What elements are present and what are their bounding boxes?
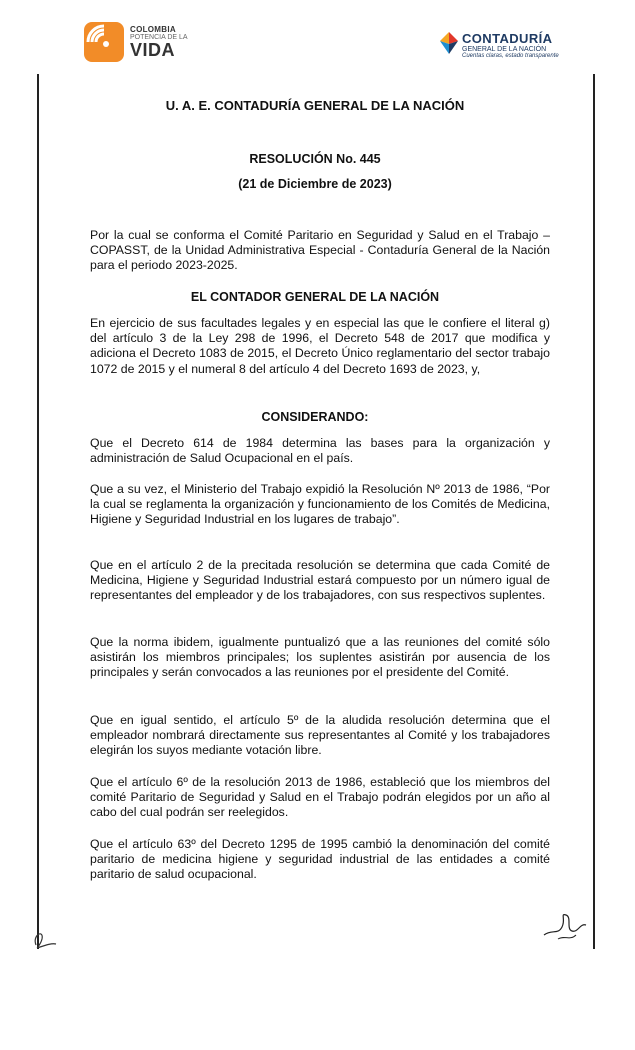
consideration-paragraph: Que el artículo 63º del Decreto 1295 de 1995 cambió la denominación del comité paritario de medicina higiene y seguridad industrial de las entidades a comité paritario de salud ocupacional.	[90, 837, 550, 882]
resolution-summary: Por la cual se conforma el Comité Paritario en Seguridad y Salud en el Trabajo – COPASST, de la Unidad Administrativa Especial - Contaduría General de la Nación para el periodo 2023-2025.	[90, 228, 550, 273]
resolution-number: RESOLUCIÓN No. 445	[249, 152, 381, 166]
contaduria-emblem-icon	[440, 32, 458, 59]
consideration-paragraph: Que el artículo 6º de la resolución 2013 de 1986, estableció que los miembros del comité Paritario de Seguridad y Salud en el Trabajo podrán elegidos por un año al cabo del cual podrán ser reelegidos.	[90, 775, 550, 820]
considering-title: CONSIDERANDO:	[261, 410, 369, 424]
logo-left-line2: POTENCIA DE LA	[130, 33, 188, 41]
authority-title: EL CONTADOR GENERAL DE LA NACIÓN	[190, 290, 440, 304]
consideration-paragraph: Que en el artículo 2 de la precitada resolución se determina que cada Comité de Medicina, Higiene y Seguridad Industrial estará compuesto por un número igual de representantes del empleador y de los trabajadores, con sus respectivos suplentes.	[90, 558, 550, 603]
contaduria-logo	[440, 32, 559, 59]
right-margin-line	[593, 74, 595, 949]
consideration-paragraph: Que a su vez, el Ministerio del Trabajo expidió la Resolución Nº 2013 de 1986, “Por la cual se reglamenta la organización y funcionamiento de los Comités de Medicina, Higiene y Seguridad Industrial en los lugares de trabajo”.	[90, 482, 550, 527]
consideration-paragraph: Que el Decreto 614 de 1984 determina las bases para la organización y administración de Salud Ocupacional en el país.	[90, 436, 550, 466]
initials-left	[30, 925, 60, 956]
logo-right-slogan: Cuentas claras, estado transparente	[462, 52, 559, 59]
logo-left-line3: VIDA	[130, 39, 176, 60]
logo-left-line1: COLOMBIA	[130, 24, 176, 34]
preamble: En ejercicio de sus facultades legales y en especial las que le confiere el literal g) del artículo 3 de la Ley 298 de 1996, el Decreto 548 de 2017 que modifica y adiciona el Decreto 1083 de 2015, el Decreto Único reglamentario del sector trabajo 1072 de 2015 y el numeral 8 del artículo 4 del Decreto 1693 de 2023, y,	[90, 316, 550, 376]
left-margin-line	[37, 74, 39, 949]
logo-right-line1: CONTADURÍA	[462, 31, 553, 46]
consideration-paragraph: Que la norma ibidem, igualmente puntualizó que a las reuniones del comité sólo asistirán los miembros principales; los suplentes asistirán por ausencia de los principales y serán convocados a las reuniones por el presidente del Comité.	[90, 635, 550, 680]
logo-right-line2: GENERAL DE LA NACIÓN	[462, 45, 547, 53]
colombia-potencia-de-la-vida-logo	[84, 22, 188, 62]
handwritten-signature	[540, 905, 590, 950]
consideration-paragraph: Que en igual sentido, el artículo 5º de la aludida resolución determina que el empleador nombrará directamente sus representantes al Comité y los trabajadores elegirán los suyos mediante votación libre.	[90, 713, 550, 758]
logo-arcs-icon	[84, 22, 124, 62]
entity-title: U. A. E. CONTADURÍA GENERAL DE LA NACIÓN	[165, 98, 465, 113]
resolution-date: (21 de Diciembre de 2023)	[238, 177, 392, 191]
